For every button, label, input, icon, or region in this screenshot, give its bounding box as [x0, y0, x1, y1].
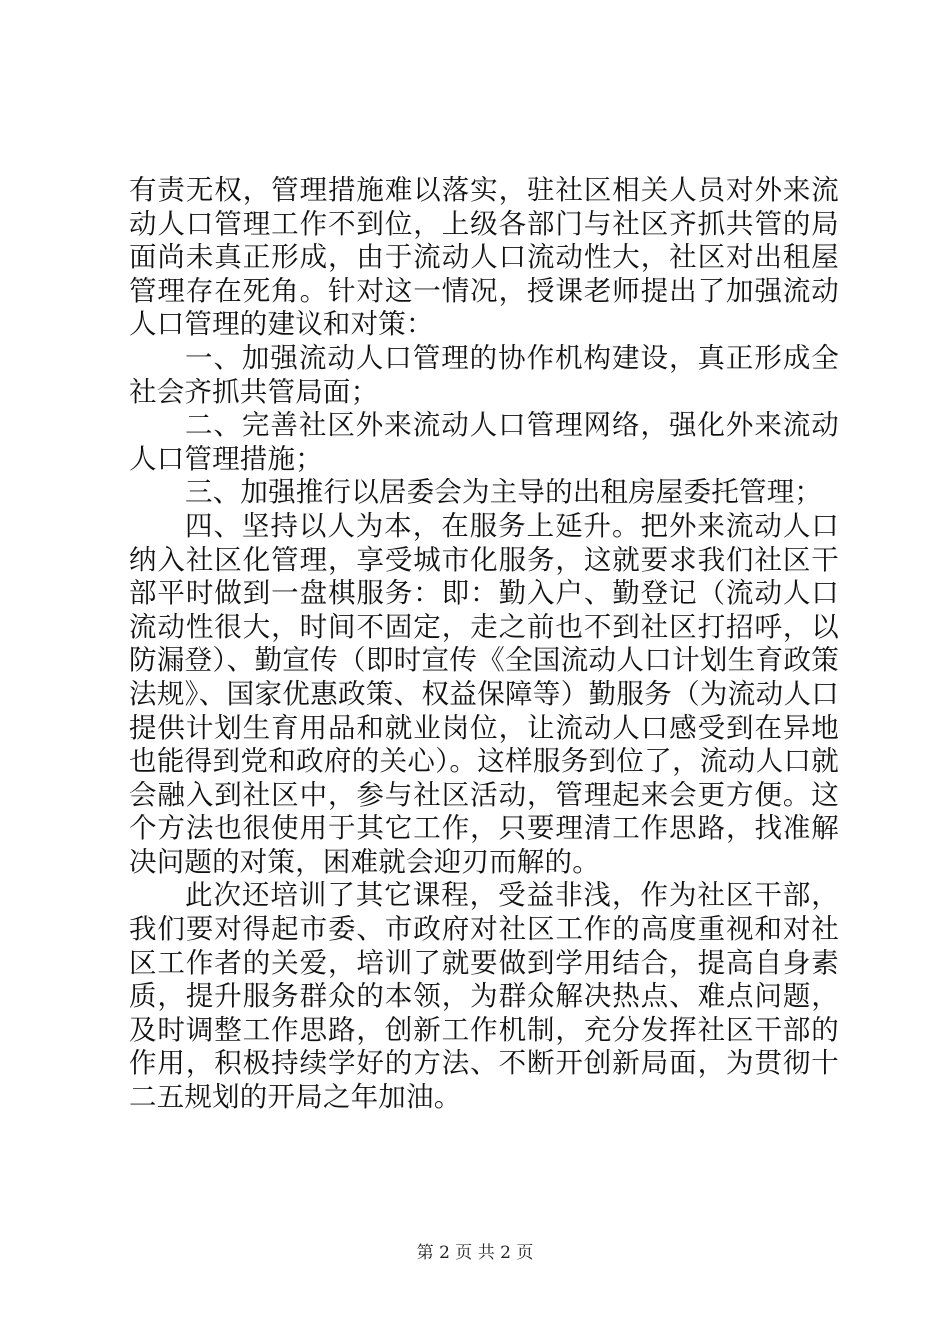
document-body — [129, 174, 839, 1115]
paragraph-measure-1: 一、加强流动人口管理的协作机构建设，真正形成全社会齐抓共管局面； — [129, 341, 839, 408]
paragraph-conclusion: 此次还培训了其它课程，受益非浅，作为社区干部，我们要对得起市委、市政府对社区工作的高度重视和对社区工作者的关爱，培训了就要做到学用结合，提高自身素质，提升服务群众的本领，为群众解决热点、难点问题，及时调整工作思路，创新工作机制，充分发挥社区干部的作用，积极持续学好的方法、不断开创新局面，为贯彻十二五规划的开局之年加油。 — [129, 879, 839, 1114]
paragraph-measure-3: 三、加强推行以居委会为主导的出租房屋委托管理； — [185, 476, 823, 509]
page-number-footer: 第 2 页 共 2 页 — [416, 1243, 534, 1263]
paragraph-continuation: 有责无权，管理措施难以落实，驻社区相关人员对外来流动人口管理工作不到位，上级各部门与社区齐抓共管的局面尚未真正形成，由于流动人口流动性大，社区对出租屋管理存在死角。针对这一情况，授课老师提出了加强流动人口管理的建议和对策： — [129, 174, 839, 341]
paragraph-measure-4: 四、坚持以人为本，在服务上延升。把外来流动人口纳入社区化管理，享受城市化服务，这就要求我们社区干部平时做到一盘棋服务：即：勤入户、勤登记（流动人口流动性很大，时间不固定，走之前也不到社区打招呼，以防漏登）、勤宣传（即时宣传《全国流动人口计划生育政策法规》、国家优惠政策、权益保障等）勤服务（为流动人口提供计划生育用品和就业岗位，让流动人口感受到在异地也能得到党和政府的关心）。这样服务到位了，流动人口就会融入到社区中，参与社区活动，管理起来会更方便。这个方法也很使用于其它工作，只要理清工作思路，找准解决问题的对策，困难就会迎刃而解的。 — [129, 509, 839, 878]
paragraph-measure-2: 二、完善社区外来流动人口管理网络，强化外来流动人口管理措施； — [129, 409, 839, 475]
